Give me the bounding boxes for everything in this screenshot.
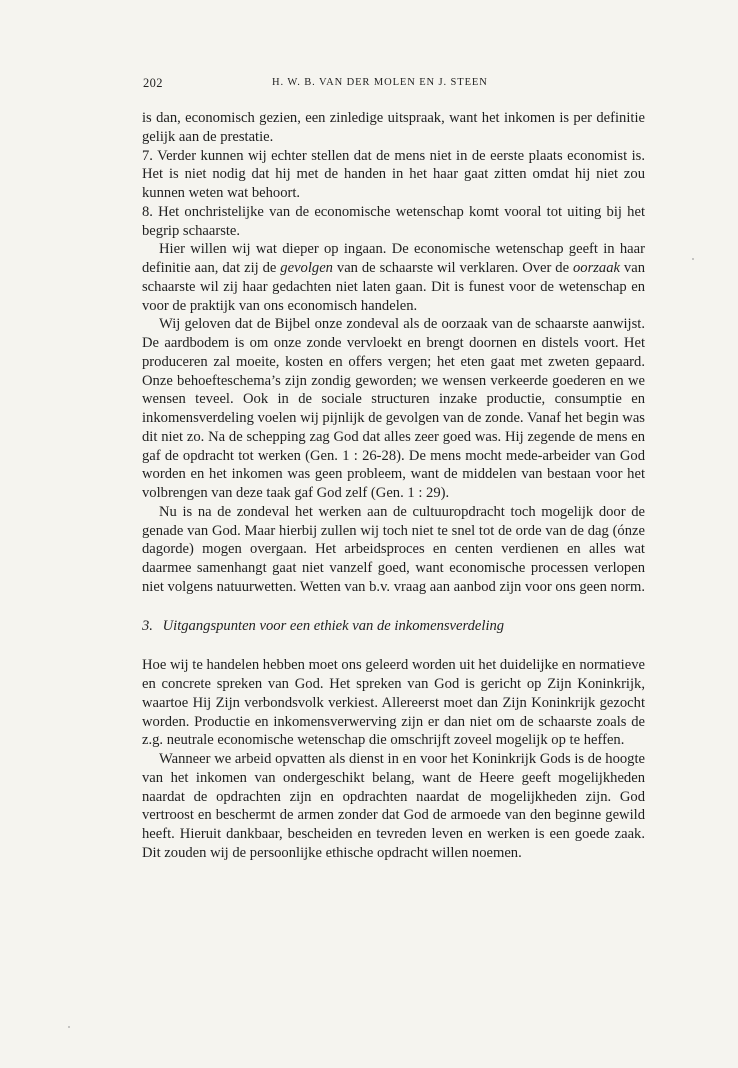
paragraph-arbeid: Wanneer we arbeid opvatten als dienst in en voor het Koninkrijk Gods is de hoogte van het inkomen van ondergeschikt belang, want de Heere geeft mogelijkheden naardat de opdrachten zijn en opdrachten naardat de mogelijkheden zijn. God vertroost en beschermt de armen zonder dat God de armoede van den beginne gewild heeft. Hieruit dankbaar, bescheiden en tevreden leven en werken is een goede zaak. Dit zouden wij de persoonlijke ethische opdracht willen noemen.: [142, 751, 645, 861]
body-text: [142, 109, 645, 863]
paragraph-zondeval: Wij geloven dat de Bijbel onze zondeval als de oorzaak van de schaarste aanwijst. De aardbodem is om onze zonde vervloekt en brengt doornen en distels voort. Het produceren zal moeite, kosten en offers vergen; het eten gaat met zweten gepaard. Onze behoefteschema’s zijn zondig geworden; we wensen verkeerde goederen en we wensen teveel. Ook in de sociale structuren inzake productie, consumptie en inkomensverdeling voelen wij pijnlijk de gevolgen van de zonde. Vanaf het begin was dit niet zo. Na de schepping zag God dat alles zeer goed was. Hij zegende de mens en gaf de opdracht tot werken (Gen. 1 : 26-28). De mens mocht mede-arbeider van God worden en het inkomen was geen probleem, want de middelen van bestaan voor het volbrengen van deze taak gaf God zelf (Gen. 1 : 29).: [142, 316, 645, 501]
paragraph-handelen: Hoe wij te handelen hebben moet ons geleerd worden uit het duidelijke en normatieve en concrete spreken van God. Het spreken van God is gericht op Zijn Koninkrijk, waartoe Hij Zijn verbondsvolk verkiest. Allereerst moet dan Zijn Koninkrijk gezocht worden. Productie en inkomensverwerving zijn er dan niet om de schaarste zoals de z.g. neutrale economische wetenschap die omschrijft zoveel mogelijk op te heffen.: [142, 657, 645, 749]
paragraph-point-8: 8. Het onchristelijke van de economische wetenschap komt vooral tot uiting bij het begrip schaarste.: [142, 203, 645, 239]
running-title: H. W. B. VAN DER MOLEN EN J. STEEN: [272, 77, 488, 88]
paragraph-point-7: 7. Verder kunnen wij echter stellen dat de mens niet in de eerste plaats economist is. Het is niet nodig dat hij met de handen in het haar gaat zitten omdat hij niet zou kunnen weten wat behoort.: [142, 147, 645, 201]
running-head: [143, 76, 643, 92]
section-heading: [142, 617, 645, 636]
section-number: 3.: [142, 617, 153, 634]
scan-speck: [68, 1026, 70, 1028]
paragraph-schaarste: [142, 240, 645, 315]
text-run: Hier willen wij wat dieper op ingaan. De economische wetenschap geeft in haar definitie aan, dat zij de: [142, 241, 645, 276]
scan-speck: [692, 258, 694, 260]
page-number: 202: [143, 76, 163, 90]
section-title: Uitgangspunten voor een ethiek van de inkomensverdeling: [162, 617, 505, 634]
text-run: van schaarste wil zij haar gedachten niet laten gaan. Dit is funest voor de wetenschap en voor de praktijk van ons economisch handelen.: [142, 260, 645, 314]
paragraph-genade: Nu is na de zondeval het werken aan de cultuuropdracht toch mogelijk door de genade van God. Maar hierbij zullen wij toch niet te snel tot de orde van de dag (ónze dagorde) mogen overgaan. Het arbeidsproces en centen verdienen en alles wat daarmee samenhangt gaat niet vanzelf goed, want economische processen verlopen niet volgens natuurwetten. Wetten van b.v. vraag aan aanbod zijn voor ons geen norm.: [142, 503, 645, 595]
emphasis-gevolgen: gevolgen: [280, 260, 333, 276]
paragraph-continuation: is dan, economisch gezien, een zinledige uitspraak, want het inkomen is per definitie gelijk aan de prestatie.: [142, 110, 645, 145]
text-run: van de schaarste wil verklaren. Over de: [332, 260, 573, 276]
emphasis-oorzaak: oorzaak: [572, 260, 620, 276]
